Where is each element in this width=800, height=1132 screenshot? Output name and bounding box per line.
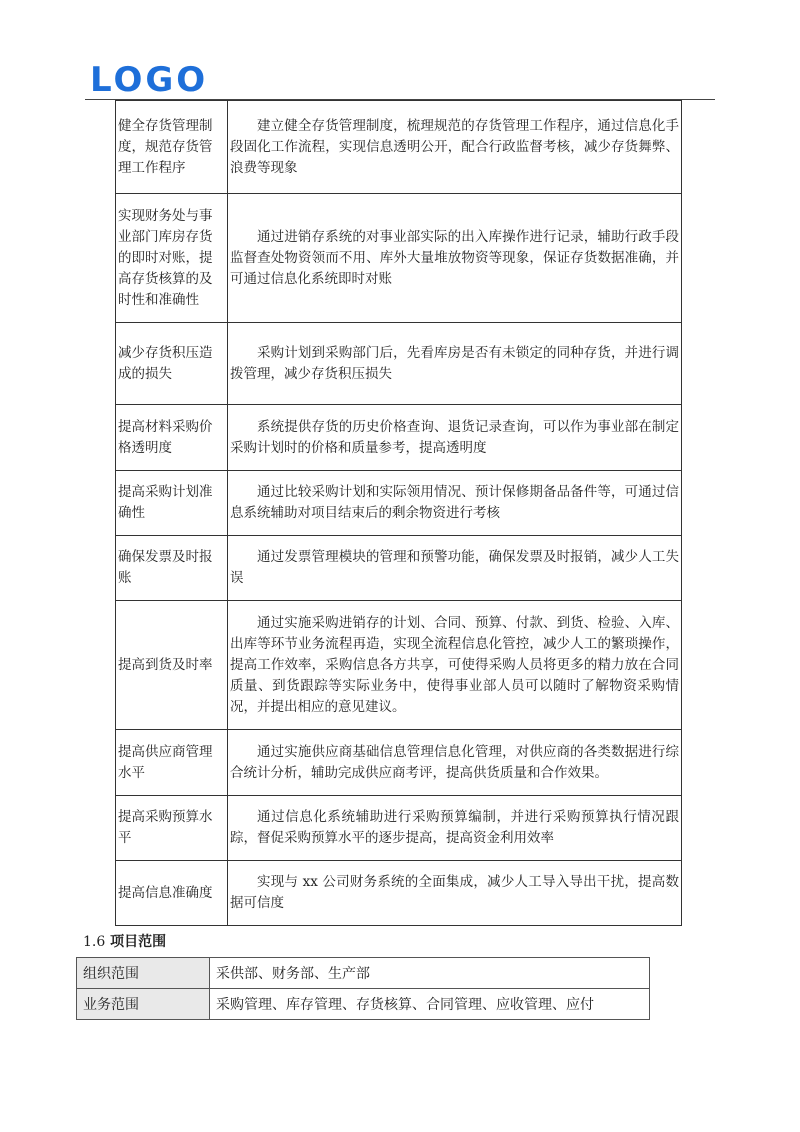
benefits-table — [115, 100, 682, 926]
scope-value-cell: 采供部、财务部、生产部 — [210, 958, 650, 989]
goal-cell: 健全存货管理制度，规范存货管理工作程序 — [116, 101, 228, 194]
desc-text: 采购计划到采购部门后，先看库房是否有未锁定的同种存货，并进行调拨管理，减少存货积压损失 — [230, 344, 679, 382]
goal-cell: 提高采购预算水平 — [116, 796, 228, 861]
table-row — [116, 601, 682, 730]
table-row — [116, 101, 682, 194]
table-row — [77, 958, 650, 989]
desc-text: 建立健全存货管理制度，梳理规范的存货管理工作程序，通过信息化手段固化工作流程，实现信息透明公开，配合行政监督考核，减少存货舞弊、浪费等现象 — [230, 117, 679, 176]
section-heading — [83, 932, 166, 952]
goal-cell: 提高材料采购价格透明度 — [116, 405, 228, 471]
table-row — [116, 323, 682, 405]
desc-cell — [228, 861, 682, 926]
desc-text: 通过实施采购进销存的计划、合同、预算、付款、到货、检验、入库、出库等环节业务流程再造，实现全流程信息化管控，减少人工的繁琐操作，提高工作效率，采购信息各方共享，可使得采购人员将更多的精力放在合同质量、到货跟踪等实际业务中，使得事业部人员可以随时了解物资采购情况，并提出相应的意见建议。 — [230, 614, 679, 715]
desc-cell — [228, 194, 682, 323]
table-row — [116, 471, 682, 536]
desc-text: 实现与 xx 公司财务系统的全面集成，减少人工导入导出干扰，提高数据可信度 — [230, 874, 679, 911]
goal-cell: 提高到货及时率 — [116, 601, 228, 730]
desc-cell — [228, 101, 682, 194]
desc-text: 通过实施供应商基础信息管理信息化管理，对供应商的各类数据进行综合统计分析，辅助完成供应商考评，提高供货质量和合作效果。 — [230, 743, 679, 781]
desc-text: 系统提供存货的历史价格查询、退货记录查询，可以作为事业部在制定采购计划时的价格和质量参考，提高透明度 — [230, 418, 679, 456]
desc-text: 通过比较采购计划和实际领用情况、预计保修期备品备件等，可通过信息系统辅助对项目结束后的剩余物资进行考核 — [230, 484, 679, 521]
goal-cell: 实现财务处与事业部门库房存货的即时对账，提高存货核算的及时性和准确性 — [116, 194, 228, 323]
goal-cell: 确保发票及时报账 — [116, 536, 228, 601]
desc-cell — [228, 796, 682, 861]
table-row — [116, 730, 682, 796]
desc-text: 通过发票管理模块的管理和预警功能，确保发票及时报销，减少人工失误 — [230, 549, 679, 586]
desc-cell — [228, 471, 682, 536]
section-title-text: 项目范围 — [110, 934, 167, 950]
goal-cell: 提高信息准确度 — [116, 861, 228, 926]
logo: LOGO — [90, 60, 209, 100]
table-row — [77, 989, 650, 1020]
scope-key-cell: 组织范围 — [77, 958, 210, 989]
desc-cell — [228, 323, 682, 405]
desc-cell — [228, 405, 682, 471]
section-number: 1.6 — [83, 934, 106, 950]
desc-cell — [228, 601, 682, 730]
scope-table — [76, 957, 650, 1020]
table-row — [116, 536, 682, 601]
scope-value-cell: 采购管理、库存管理、存货核算、合同管理、应收管理、应付 — [210, 989, 650, 1020]
goal-cell: 减少存货积压造成的损失 — [116, 323, 228, 405]
goal-cell: 提高供应商管理水平 — [116, 730, 228, 796]
desc-cell — [228, 536, 682, 601]
table-row — [116, 796, 682, 861]
desc-cell — [228, 730, 682, 796]
goal-cell: 提高采购计划准确性 — [116, 471, 228, 536]
desc-text: 通过进销存系统的对事业部实际的出入库操作进行记录，辅助行政手段监督查处物资领而不用、库外大量堆放物资等现象，保证存货数据准确，并可通过信息化系统即时对账 — [230, 228, 679, 287]
desc-text: 通过信息化系统辅助进行采购预算编制，并进行采购预算执行情况跟踪，督促采购预算水平的逐步提高，提高资金利用效率 — [230, 809, 679, 846]
table-row — [116, 861, 682, 926]
scope-key-cell: 业务范围 — [77, 989, 210, 1020]
table-row — [116, 405, 682, 471]
table-row — [116, 194, 682, 323]
